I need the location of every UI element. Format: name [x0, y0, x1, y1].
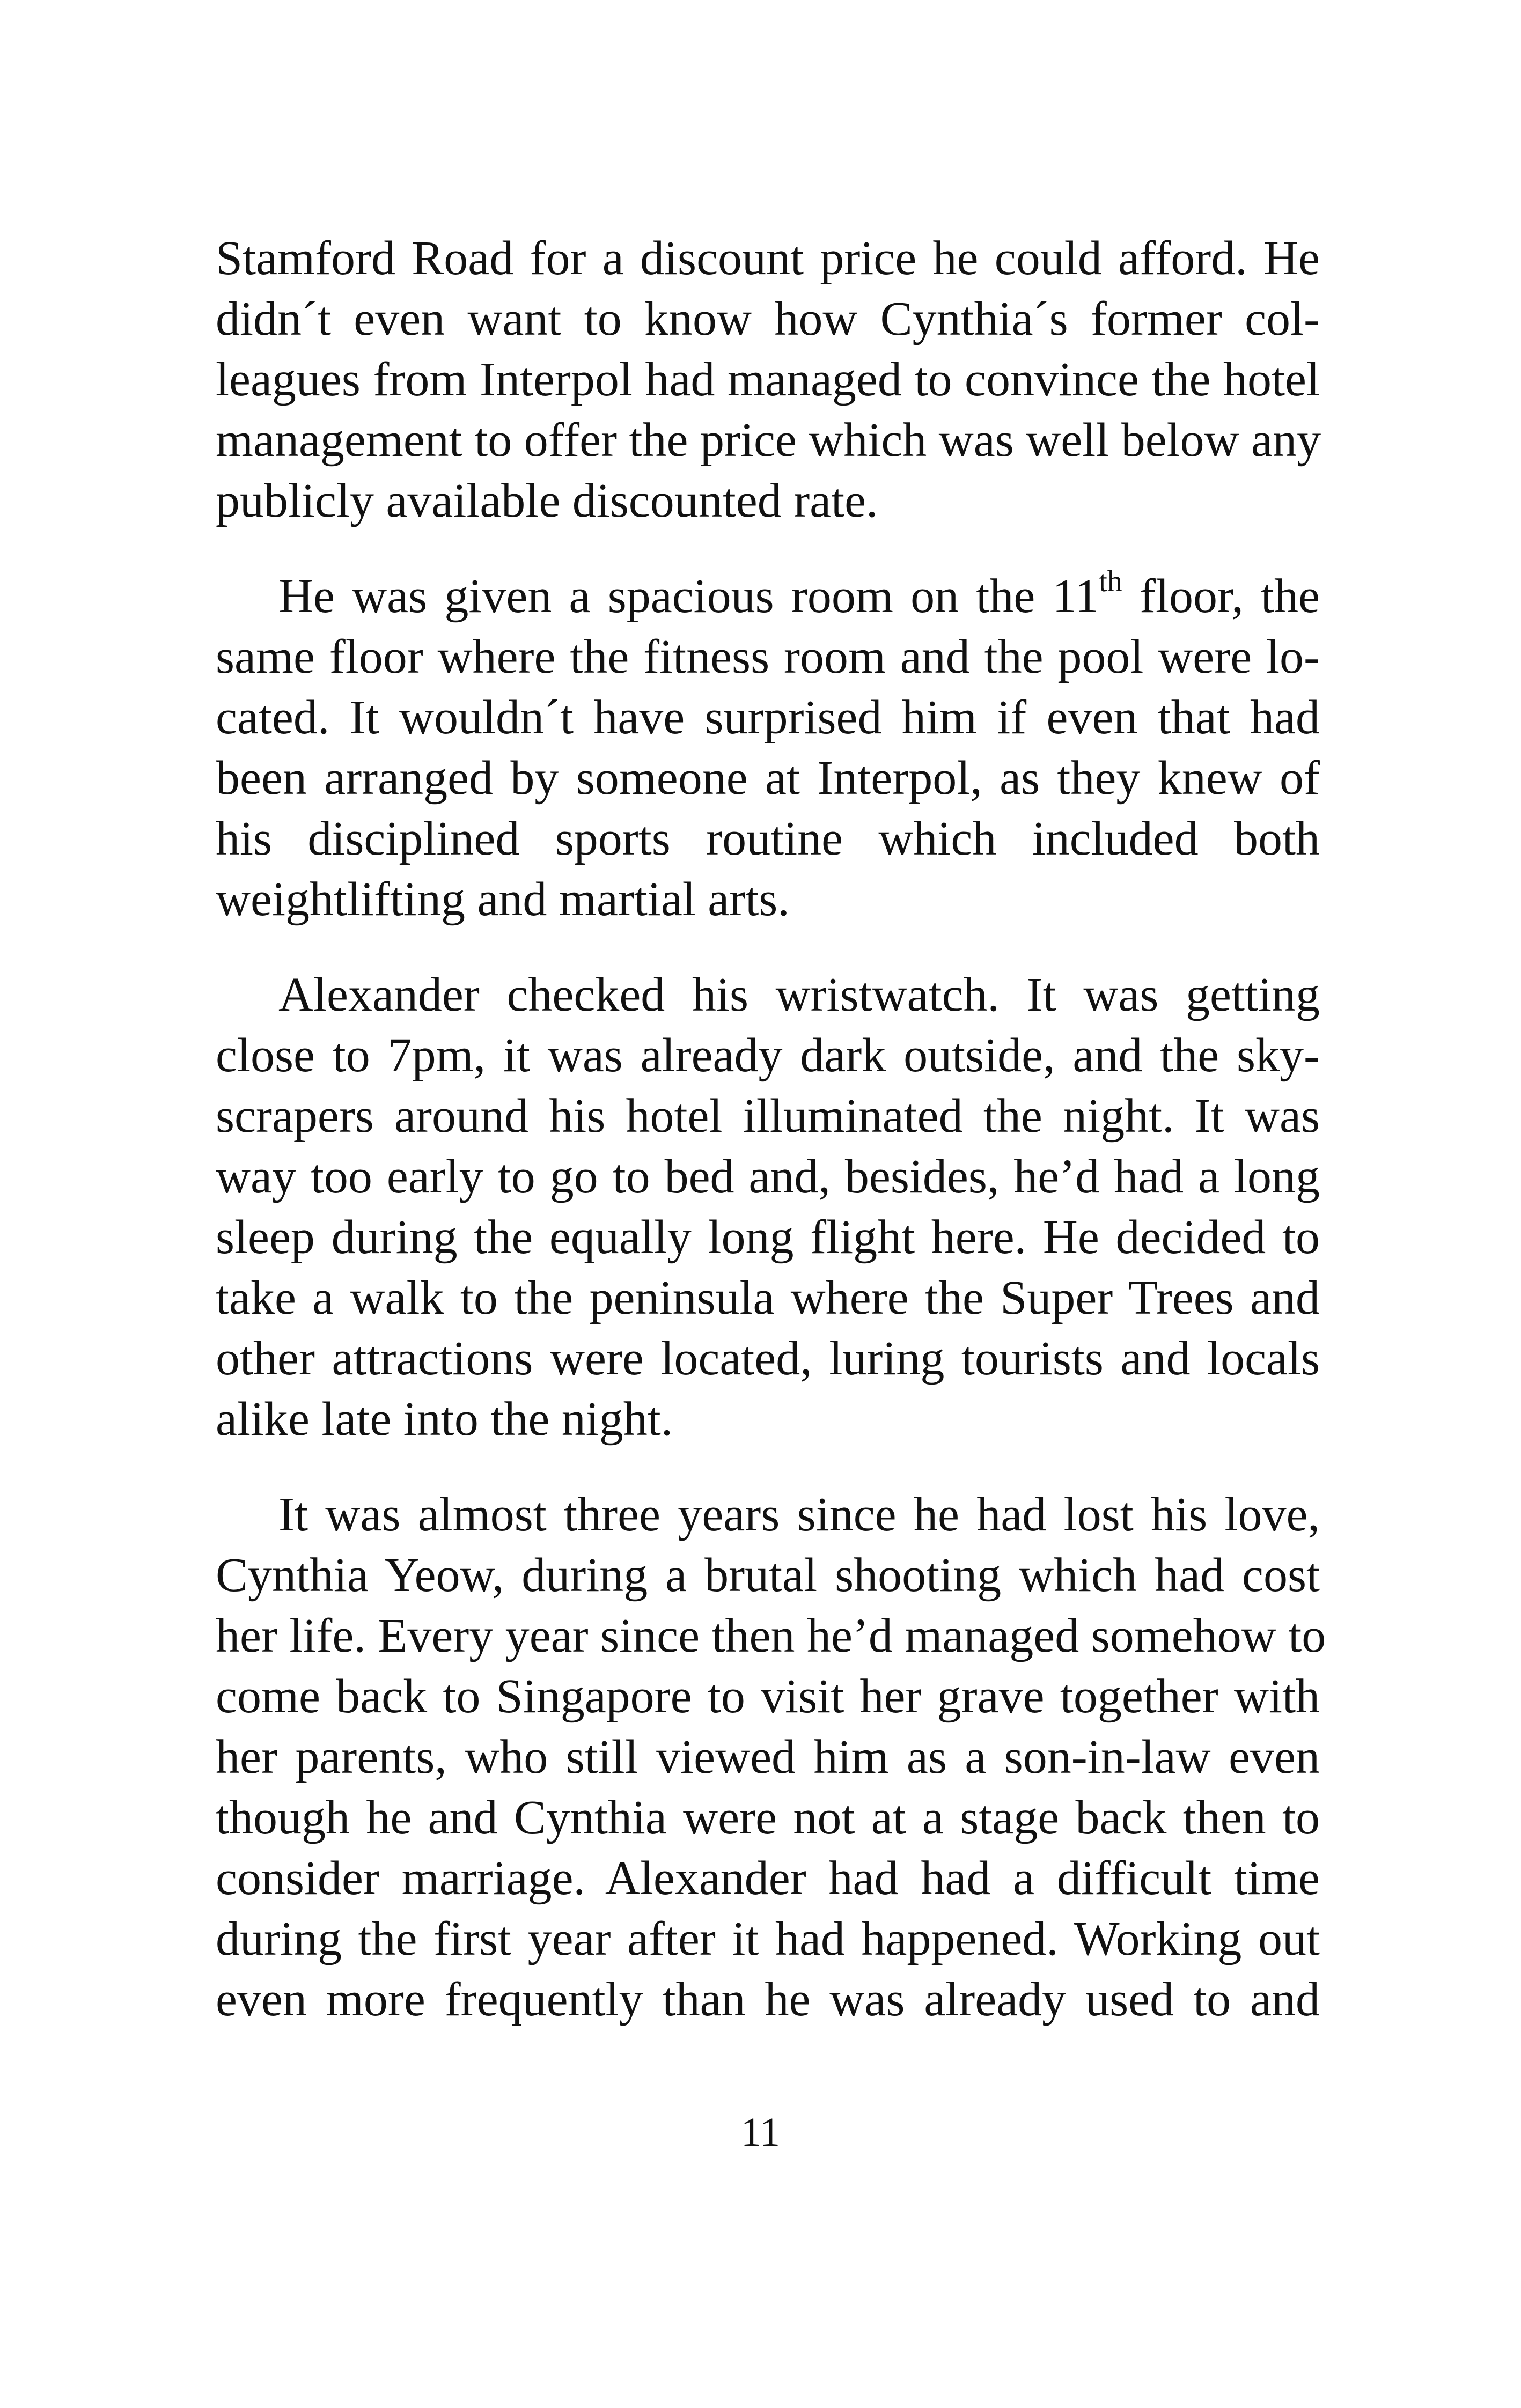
text-line: her parents, who still viewed him as a son-in-law even — [216, 1730, 1320, 1784]
text-line: though he and Cynthia were not at a stage back then to — [216, 1791, 1320, 1844]
text-segment: floor, the — [1122, 570, 1320, 623]
text-line: during the first year after it had happened. Working out — [216, 1912, 1320, 1965]
paragraph-1 — [216, 228, 1320, 531]
text-line: leagues from Interpol had managed to convince the hotel — [216, 353, 1320, 406]
text-line: consider marriage. Alexander had had a difficult time — [216, 1852, 1320, 1905]
text-segment: He was given a spacious room on the 11 — [278, 570, 1099, 623]
text-line: It was almost three years since he had lost his love, — [278, 1488, 1320, 1541]
text-line: take a walk to the peninsula where the Super Trees and — [216, 1271, 1320, 1324]
text-line: management to offer the price which was well below any — [216, 414, 1321, 467]
text-line: publicly available discounted rate. — [216, 474, 878, 527]
text-line: other attractions were located, luring tourists and locals — [216, 1332, 1320, 1385]
text-line: her life. Every year since then he’d managed somehow to — [216, 1609, 1326, 1662]
text-line: come back to Singapore to visit her grave together with — [216, 1670, 1320, 1723]
paragraph-4 — [216, 1484, 1326, 2030]
paragraph-2 — [216, 566, 1320, 930]
text-line: Alexander checked his wristwatch. It was getting — [278, 968, 1320, 1021]
text-line: sleep during the equally long flight here. He decided to — [216, 1211, 1320, 1264]
text-line: his disciplined sports routine which included both — [216, 812, 1320, 865]
text-line: Cynthia Yeow, during a brutal shooting which had cost — [216, 1549, 1320, 1602]
text-line: scrapers around his hotel illuminated the night. It was — [216, 1089, 1320, 1143]
text-line: alike late into the night. — [216, 1393, 673, 1446]
text-line: same floor where the fitness room and the pool were lo- — [216, 630, 1320, 683]
text-line: Stamford Road for a discount price he could afford. He — [216, 232, 1320, 285]
text-line: weightlifting and martial arts. — [216, 873, 790, 926]
ordinal-superscript: th — [1099, 565, 1122, 598]
text-line: didn´t even want to know how Cynthia´s former col- — [216, 292, 1320, 345]
paragraph-3 — [216, 964, 1320, 1449]
text-line-with-superscript — [216, 566, 1320, 627]
text-line: even more frequently than he was already used to and — [216, 1973, 1320, 2026]
text-line: been arranged by someone at Interpol, as they knew of — [216, 752, 1320, 805]
text-line: way too early to go to bed and, besides, he’d had a long — [216, 1150, 1320, 1203]
text-line: close to 7pm, it was already dark outside, and the sky- — [216, 1029, 1320, 1082]
page-number: 11 — [740, 2110, 781, 2155]
body-text — [216, 228, 1326, 2065]
text-line: cated. It wouldn´t have surprised him if even that had — [216, 691, 1320, 744]
